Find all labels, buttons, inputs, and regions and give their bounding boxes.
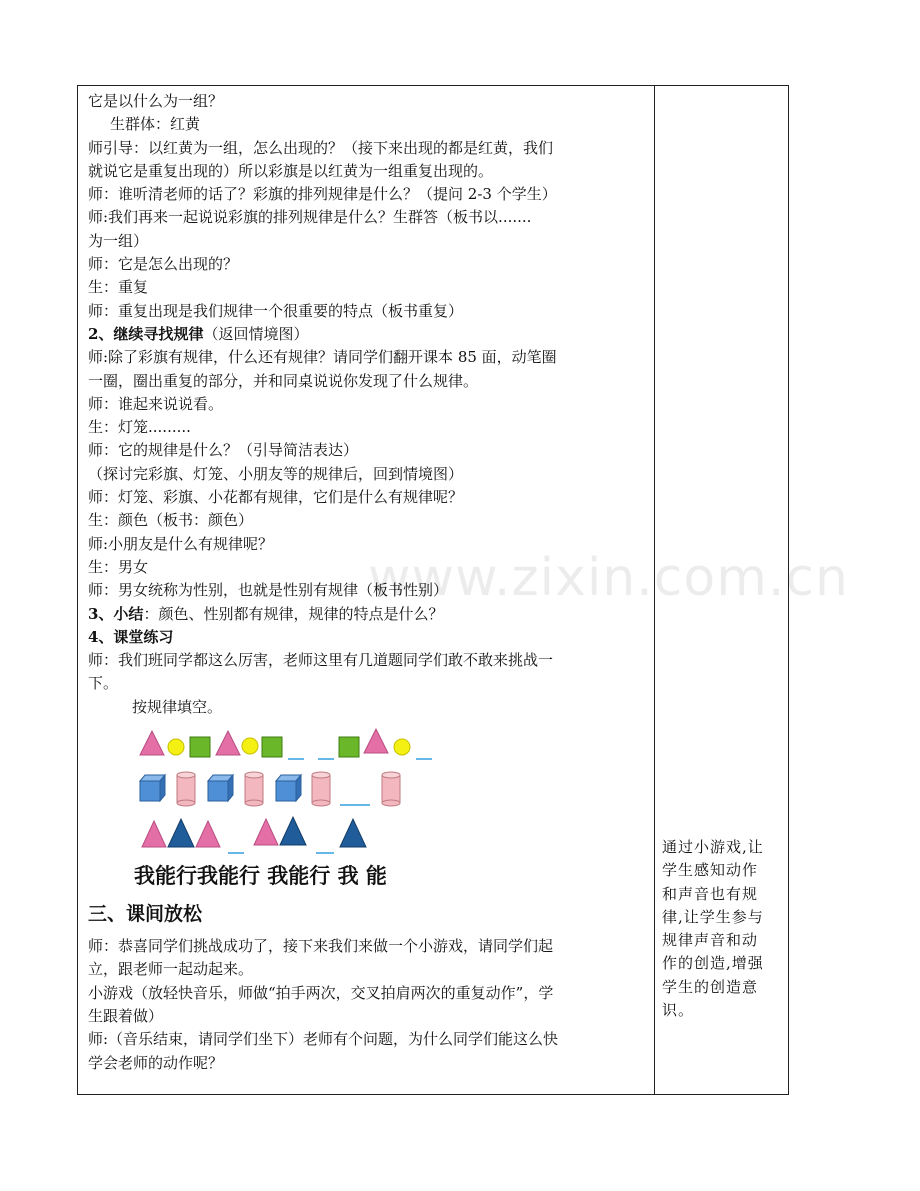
text-line: 它是以什么为一组？ — [88, 92, 224, 110]
section-2-line — [88, 323, 648, 346]
text-line: 一圈，圈出重复的部分，并和同桌说说你发现了什么规律。 — [88, 371, 479, 390]
text-line: 下。 — [88, 674, 119, 693]
pink-triangle-icon — [254, 819, 278, 845]
text-line: 学会老师的动作呢？ — [88, 1053, 224, 1072]
yellow-circle-icon — [242, 738, 258, 754]
exercise-label: 按规律填空。 — [132, 697, 223, 716]
text-line: 生：男女 — [88, 557, 149, 576]
blue-cube-icon — [208, 775, 233, 801]
text-line: 为一组） — [88, 231, 149, 250]
text-line: 师：谁起来说说看。 — [88, 394, 224, 413]
note-line: 学生的创造意 — [662, 977, 759, 996]
blue-cube-icon — [276, 775, 301, 801]
text-line: 立，跟老师一起动起来。 — [88, 960, 254, 979]
pink-cylinder-icon — [245, 772, 263, 806]
text-line: 师:我们再来一起说说彩旗的排列规律是什么？生群答（板书以....... — [88, 208, 532, 227]
text-line: 生：颜色（板书：颜色） — [88, 511, 254, 530]
pattern-row-shapes — [88, 719, 648, 763]
pink-cylinder-icon — [382, 772, 400, 806]
text-line: 师：它的规律是什么？（引导简洁表达） — [88, 441, 359, 460]
text-line: 师:（音乐结束，请同学们坐下）老师有个问题，为什么同学们能这么快 — [88, 1030, 559, 1049]
watermark: www.zixin.com.cn — [368, 548, 849, 608]
blue-cube-icon — [140, 775, 165, 801]
text-line: 师：它是怎么出现的？ — [88, 255, 239, 274]
section-2-suffix: （返回情境图） — [203, 324, 309, 343]
text-line: 师：我们班同学都这么厉害，老师这里有几道题同学们敢不敢来挑战一 — [88, 651, 554, 670]
section-3-title: 3、小结 — [88, 604, 144, 623]
dark-blue-triangle-icon — [280, 817, 306, 845]
text-line: 师：男女统称为性别，也就是性别有规律（板书性别） — [88, 581, 449, 600]
text-line: 师:除了彩旗有规律，什么还有规律？请同学们翻开课本 85 面，动笔圈 — [88, 348, 557, 367]
note-line: 律,让学生参与 — [662, 907, 764, 926]
text-line: 小游戏（放轻快音乐，师做“拍手两次，交叉拍肩两次的重复动作”，学 — [88, 983, 554, 1002]
pink-triangle-icon — [196, 821, 220, 847]
pattern-row-cubes-graphic — [88, 763, 468, 809]
yellow-circle-icon — [168, 739, 184, 755]
note-line: 规律声音和动 — [662, 931, 759, 950]
text-line: 师：谁听清老师的话了？彩旗的排列规律是什么？（提问 2-3 个学生） — [88, 185, 557, 204]
pattern-row-triangles-graphic — [88, 809, 468, 855]
text-line: 生跟着做） — [88, 1006, 164, 1025]
text-line: 生：灯笼......... — [88, 418, 191, 437]
pattern-row-triangles — [88, 809, 648, 855]
section-4-title: 4、课堂练习 — [88, 627, 174, 646]
pink-triangle-icon — [140, 731, 164, 755]
note-line: 作的创造,增强 — [662, 954, 764, 973]
note-line: 学生感知动作 — [662, 861, 759, 880]
slogan-text: 我能行我能行 我能行 我 能 — [134, 864, 387, 889]
text-line: 师：恭喜同学们挑战成功了，接下来我们来做一个小游戏，请同学们起 — [88, 937, 554, 956]
section-2-title: 2、继续寻找规律 — [88, 324, 204, 343]
text-line: 生：重复 — [88, 278, 149, 297]
text-line: 师：重复出现是我们规律一个很重要的特点（板书重复） — [88, 301, 464, 320]
note-line: 识。 — [662, 1001, 695, 1020]
green-square-icon — [262, 737, 282, 757]
text-line: 就说它是重复出现的）所以彩旗是以红黄为一组重复出现的。 — [88, 161, 494, 180]
text-line: 师：灯笼、彩旗、小花都有规律，它们是什么有规律呢？ — [88, 488, 464, 507]
text-line: （探讨完彩旗、灯笼、小朋友等的规律后，回到情境图） — [88, 464, 464, 483]
pattern-row-shapes-graphic — [88, 719, 468, 763]
dark-blue-triangle-icon — [168, 819, 194, 847]
pattern-row-cubes — [88, 763, 648, 809]
section-heading: 三、课间放松 — [88, 903, 203, 926]
note-line: 和声音也有规 — [662, 884, 759, 903]
pink-triangle-icon — [364, 729, 388, 753]
text-line: 师:小朋友是什么有规律呢？ — [88, 534, 274, 553]
yellow-circle-icon — [394, 739, 410, 755]
note-line: 通过小游戏,让 — [662, 838, 764, 856]
green-square-icon — [190, 737, 210, 757]
section-3-text: ：颜色、性别都有规律，规律的特点是什么？ — [143, 604, 444, 623]
text-line: 师引导：以红黄为一组，怎么出现的？（接下来出现的都是红黄，我们 — [88, 138, 554, 157]
design-intent-note — [662, 836, 784, 1022]
pink-cylinder-icon — [312, 772, 330, 806]
green-square-icon — [339, 737, 359, 757]
dark-blue-triangle-icon — [340, 819, 366, 847]
text-line: 生群体：红黄 — [110, 115, 201, 134]
pink-cylinder-icon — [177, 772, 195, 806]
pink-triangle-icon — [142, 821, 166, 847]
pink-triangle-icon — [216, 731, 240, 755]
